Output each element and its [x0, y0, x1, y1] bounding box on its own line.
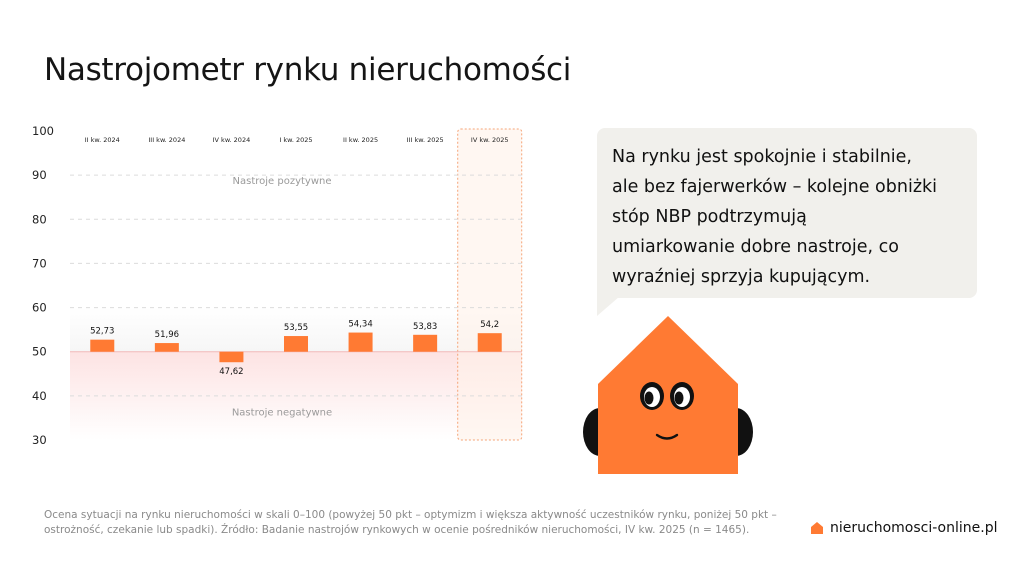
house-mascot-icon — [578, 312, 758, 477]
y-tick-label: 100 — [32, 124, 54, 138]
bar — [413, 335, 437, 352]
data-label: 47,62 — [219, 367, 244, 378]
data-label: 52,73 — [90, 326, 115, 337]
chart-footnote: Ocena sytuacji na rynku nieruchomości w skali 0–100 (powyżej 50 pkt – optymizm i większa aktywność uczestników rynku, poniżej 50 pkt – ostrożność, czekanie lub spadki). Źródło: Badanie nastrojów rynkowych w ocenie pośredników nieruchomości, IV kw. 2025 (n = 1465). — [44, 509, 777, 536]
x-category-label: II kw. 2024 — [84, 136, 120, 144]
bar — [349, 333, 373, 352]
brand-name: nieruchomosci-online.pl — [830, 520, 998, 536]
mascot-house-body — [598, 316, 738, 474]
y-tick-label: 90 — [32, 168, 47, 183]
data-label: 53,55 — [283, 323, 309, 334]
data-label: 53,83 — [412, 321, 438, 332]
y-tick-label: 50 — [32, 344, 47, 359]
negative-zone-label: Nastroje negatywne — [231, 407, 333, 419]
data-label: 51,96 — [154, 330, 180, 341]
y-tick-label: 80 — [32, 212, 47, 227]
highlighted-column — [458, 129, 522, 440]
y-tick-label: 30 — [32, 433, 47, 447]
data-label: 54,34 — [348, 319, 373, 330]
bar — [478, 333, 502, 352]
y-tick-label: 40 — [32, 388, 47, 403]
x-category-label: II kw. 2025 — [343, 136, 379, 144]
page-title: Nastrojometr rynku nieruchomości — [44, 52, 572, 88]
speech-bubble-text: Na rynku jest spokojnie i stabilnie, ale bez fajerwerków – kolejne obniżki stóp NBP podtrzymują umiarkowanie dobre nastroje, co wyraźniej sprzyja kupującym. — [612, 147, 938, 287]
positive-zone-label: Nastroje pozytywne — [232, 175, 332, 187]
x-category-label: I kw. 2025 — [279, 136, 313, 144]
x-category-label: IV kw. 2025 — [470, 136, 509, 144]
brand-logo[interactable] — [810, 520, 997, 536]
data-label: 54,2 — [480, 320, 500, 331]
y-tick-label: 70 — [32, 256, 47, 271]
x-category-label: III kw. 2024 — [148, 136, 186, 144]
bar — [90, 340, 114, 352]
sentiment-bar-chart — [30, 118, 530, 448]
x-category-label: IV kw. 2024 — [212, 136, 251, 144]
bar — [155, 343, 179, 352]
bar — [219, 352, 243, 363]
y-tick-label: 60 — [32, 300, 47, 315]
house-icon — [810, 521, 824, 535]
bar — [284, 336, 308, 352]
x-category-label: III kw. 2025 — [406, 136, 444, 144]
